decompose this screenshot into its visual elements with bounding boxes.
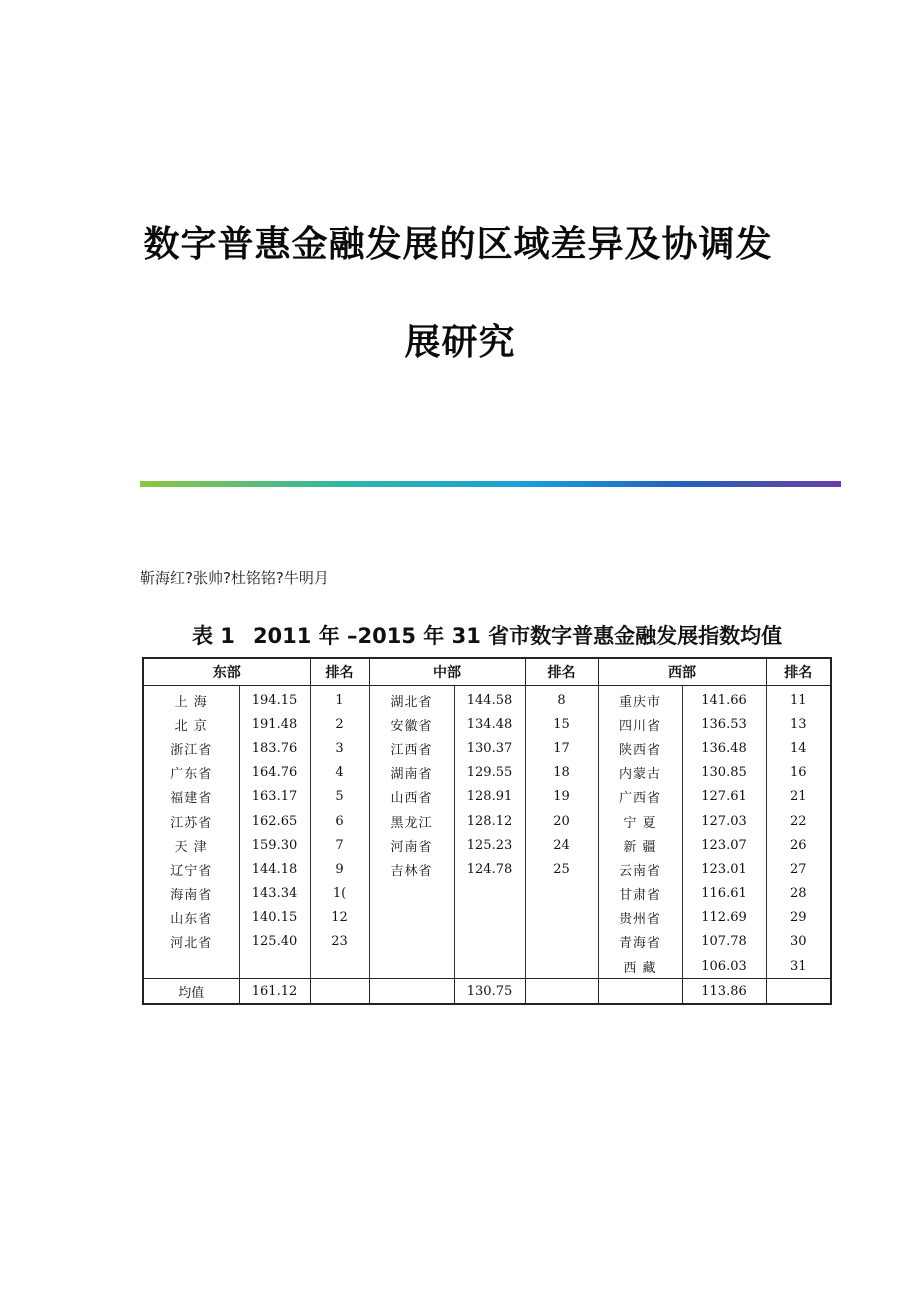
central-province-name: 湖南省 [369,761,454,785]
table-row [143,882,831,906]
west-rank: 13 [766,712,831,736]
east-rank: 7 [310,833,369,857]
east-index-value: 140.15 [239,906,310,930]
east-province-name: 山东省 [143,906,239,930]
west-average-rank-empty [766,979,831,1005]
east-index-value: 159.30 [239,833,310,857]
central-index-value [454,906,525,930]
central-province-name: 江西省 [369,736,454,760]
west-index-value: 112.69 [682,906,766,930]
central-rank [525,906,598,930]
west-province-name: 西 藏 [598,954,682,979]
table-caption [192,620,782,650]
document-title-line-1: 数字普惠金融发展的区域差异及协调发 [143,223,773,265]
west-index-value: 107.78 [682,930,766,954]
east-province-name: 江苏省 [143,809,239,833]
header-west-rank: 排名 [766,658,831,686]
table-row [143,761,831,785]
west-province-name: 甘肃省 [598,882,682,906]
header-west: 西部 [598,658,766,686]
central-province-name: 山西省 [369,785,454,809]
table-row [143,857,831,881]
west-province-name: 贵州省 [598,906,682,930]
table-row [143,712,831,736]
central-index-value [454,882,525,906]
west-index-value: 127.03 [682,809,766,833]
table-header-row [143,658,831,686]
east-index-value [239,954,310,979]
east-average-rank-empty [310,979,369,1005]
header-central: 中部 [369,658,525,686]
east-province-name: 北 京 [143,712,239,736]
west-index-value: 127.61 [682,785,766,809]
east-index-value: 143.34 [239,882,310,906]
west-province-name: 四川省 [598,712,682,736]
east-province-name: 海南省 [143,882,239,906]
central-average-rank-empty [525,979,598,1005]
east-index-value: 162.65 [239,809,310,833]
table-row [143,833,831,857]
east-index-value: 183.76 [239,736,310,760]
central-index-value: 125.23 [454,833,525,857]
west-province-name: 陕西省 [598,736,682,760]
west-province-name: 云南省 [598,857,682,881]
central-index-value [454,954,525,979]
east-rank: 23 [310,930,369,954]
central-rank: 20 [525,809,598,833]
east-index-value: 191.48 [239,712,310,736]
central-province-name: 湖北省 [369,686,454,713]
central-index-value: 144.58 [454,686,525,713]
east-index-value: 164.76 [239,761,310,785]
header-east: 东部 [143,658,310,686]
west-rank: 16 [766,761,831,785]
west-index-value: 136.48 [682,736,766,760]
table-body [143,686,831,979]
east-rank: 9 [310,857,369,881]
table-row [143,736,831,760]
central-province-name: 河南省 [369,833,454,857]
central-index-value: 130.37 [454,736,525,760]
east-rank: 1 [310,686,369,713]
west-province-name: 重庆市 [598,686,682,713]
east-rank [310,954,369,979]
east-province-name: 福建省 [143,785,239,809]
central-index-value: 124.78 [454,857,525,881]
west-rank: 22 [766,809,831,833]
gradient-divider [140,481,841,487]
west-index-value: 141.66 [682,686,766,713]
west-province-name: 宁 夏 [598,809,682,833]
west-rank: 21 [766,785,831,809]
west-province-name: 新 疆 [598,833,682,857]
west-index-value: 123.07 [682,833,766,857]
central-average-label-empty [369,979,454,1005]
west-index-value: 116.61 [682,882,766,906]
central-index-value: 128.91 [454,785,525,809]
table-row [143,785,831,809]
table-row [143,930,831,954]
central-rank: 19 [525,785,598,809]
east-index-value: 163.17 [239,785,310,809]
west-rank: 27 [766,857,831,881]
table-average-row [143,979,831,1005]
central-rank [525,882,598,906]
west-rank: 31 [766,954,831,979]
west-province-name: 青海省 [598,930,682,954]
header-east-rank: 排名 [310,658,369,686]
central-province-name: 安徽省 [369,712,454,736]
central-rank: 15 [525,712,598,736]
central-rank: 17 [525,736,598,760]
west-average: 113.86 [682,979,766,1005]
central-index-value [454,930,525,954]
east-province-name: 河北省 [143,930,239,954]
central-rank: 18 [525,761,598,785]
west-index-value: 136.53 [682,712,766,736]
average-label: 均值 [143,979,239,1005]
central-province-name [369,882,454,906]
east-province-name: 天 津 [143,833,239,857]
east-average: 161.12 [239,979,310,1005]
west-rank: 28 [766,882,831,906]
central-rank: 8 [525,686,598,713]
central-province-name: 吉林省 [369,857,454,881]
header-central-rank: 排名 [525,658,598,686]
east-rank: 2 [310,712,369,736]
central-index-value: 128.12 [454,809,525,833]
central-province-name [369,954,454,979]
table-row [143,954,831,979]
east-rank: 4 [310,761,369,785]
table-row [143,686,831,713]
east-province-name: 广东省 [143,761,239,785]
west-province-name: 内蒙古 [598,761,682,785]
table-caption-text: 2011 年 –2015 年 31 省市数字普惠金融发展指数均值 [252,624,783,648]
east-index-value: 144.18 [239,857,310,881]
west-province-name: 广西省 [598,785,682,809]
east-rank: 6 [310,809,369,833]
east-province-name [143,954,239,979]
index-table [142,657,832,1005]
central-rank [525,954,598,979]
central-province-name: 黑龙江 [369,809,454,833]
east-province-name: 上 海 [143,686,239,713]
east-rank: 3 [310,736,369,760]
west-rank: 26 [766,833,831,857]
west-rank: 11 [766,686,831,713]
central-rank [525,930,598,954]
west-index-value: 130.85 [682,761,766,785]
east-rank: 5 [310,785,369,809]
west-index-value: 123.01 [682,857,766,881]
central-province-name [369,930,454,954]
central-average: 130.75 [454,979,525,1005]
east-rank: 1( [310,882,369,906]
east-index-value: 125.40 [239,930,310,954]
table-row [143,809,831,833]
author-list: 靳海红?张帅?杜铭铭?牛明月 [140,569,329,587]
table-row [143,906,831,930]
west-average-label-empty [598,979,682,1005]
west-index-value: 106.03 [682,954,766,979]
table-caption-label: 表 1 [192,624,235,648]
east-index-value: 194.15 [239,686,310,713]
central-index-value: 129.55 [454,761,525,785]
east-province-name: 浙江省 [143,736,239,760]
west-rank: 30 [766,930,831,954]
west-rank: 29 [766,906,831,930]
document-title-line-2: 展研究 [404,321,516,363]
central-rank: 24 [525,833,598,857]
east-rank: 12 [310,906,369,930]
west-rank: 14 [766,736,831,760]
central-province-name [369,906,454,930]
central-rank: 25 [525,857,598,881]
central-index-value: 134.48 [454,712,525,736]
east-province-name: 辽宁省 [143,857,239,881]
